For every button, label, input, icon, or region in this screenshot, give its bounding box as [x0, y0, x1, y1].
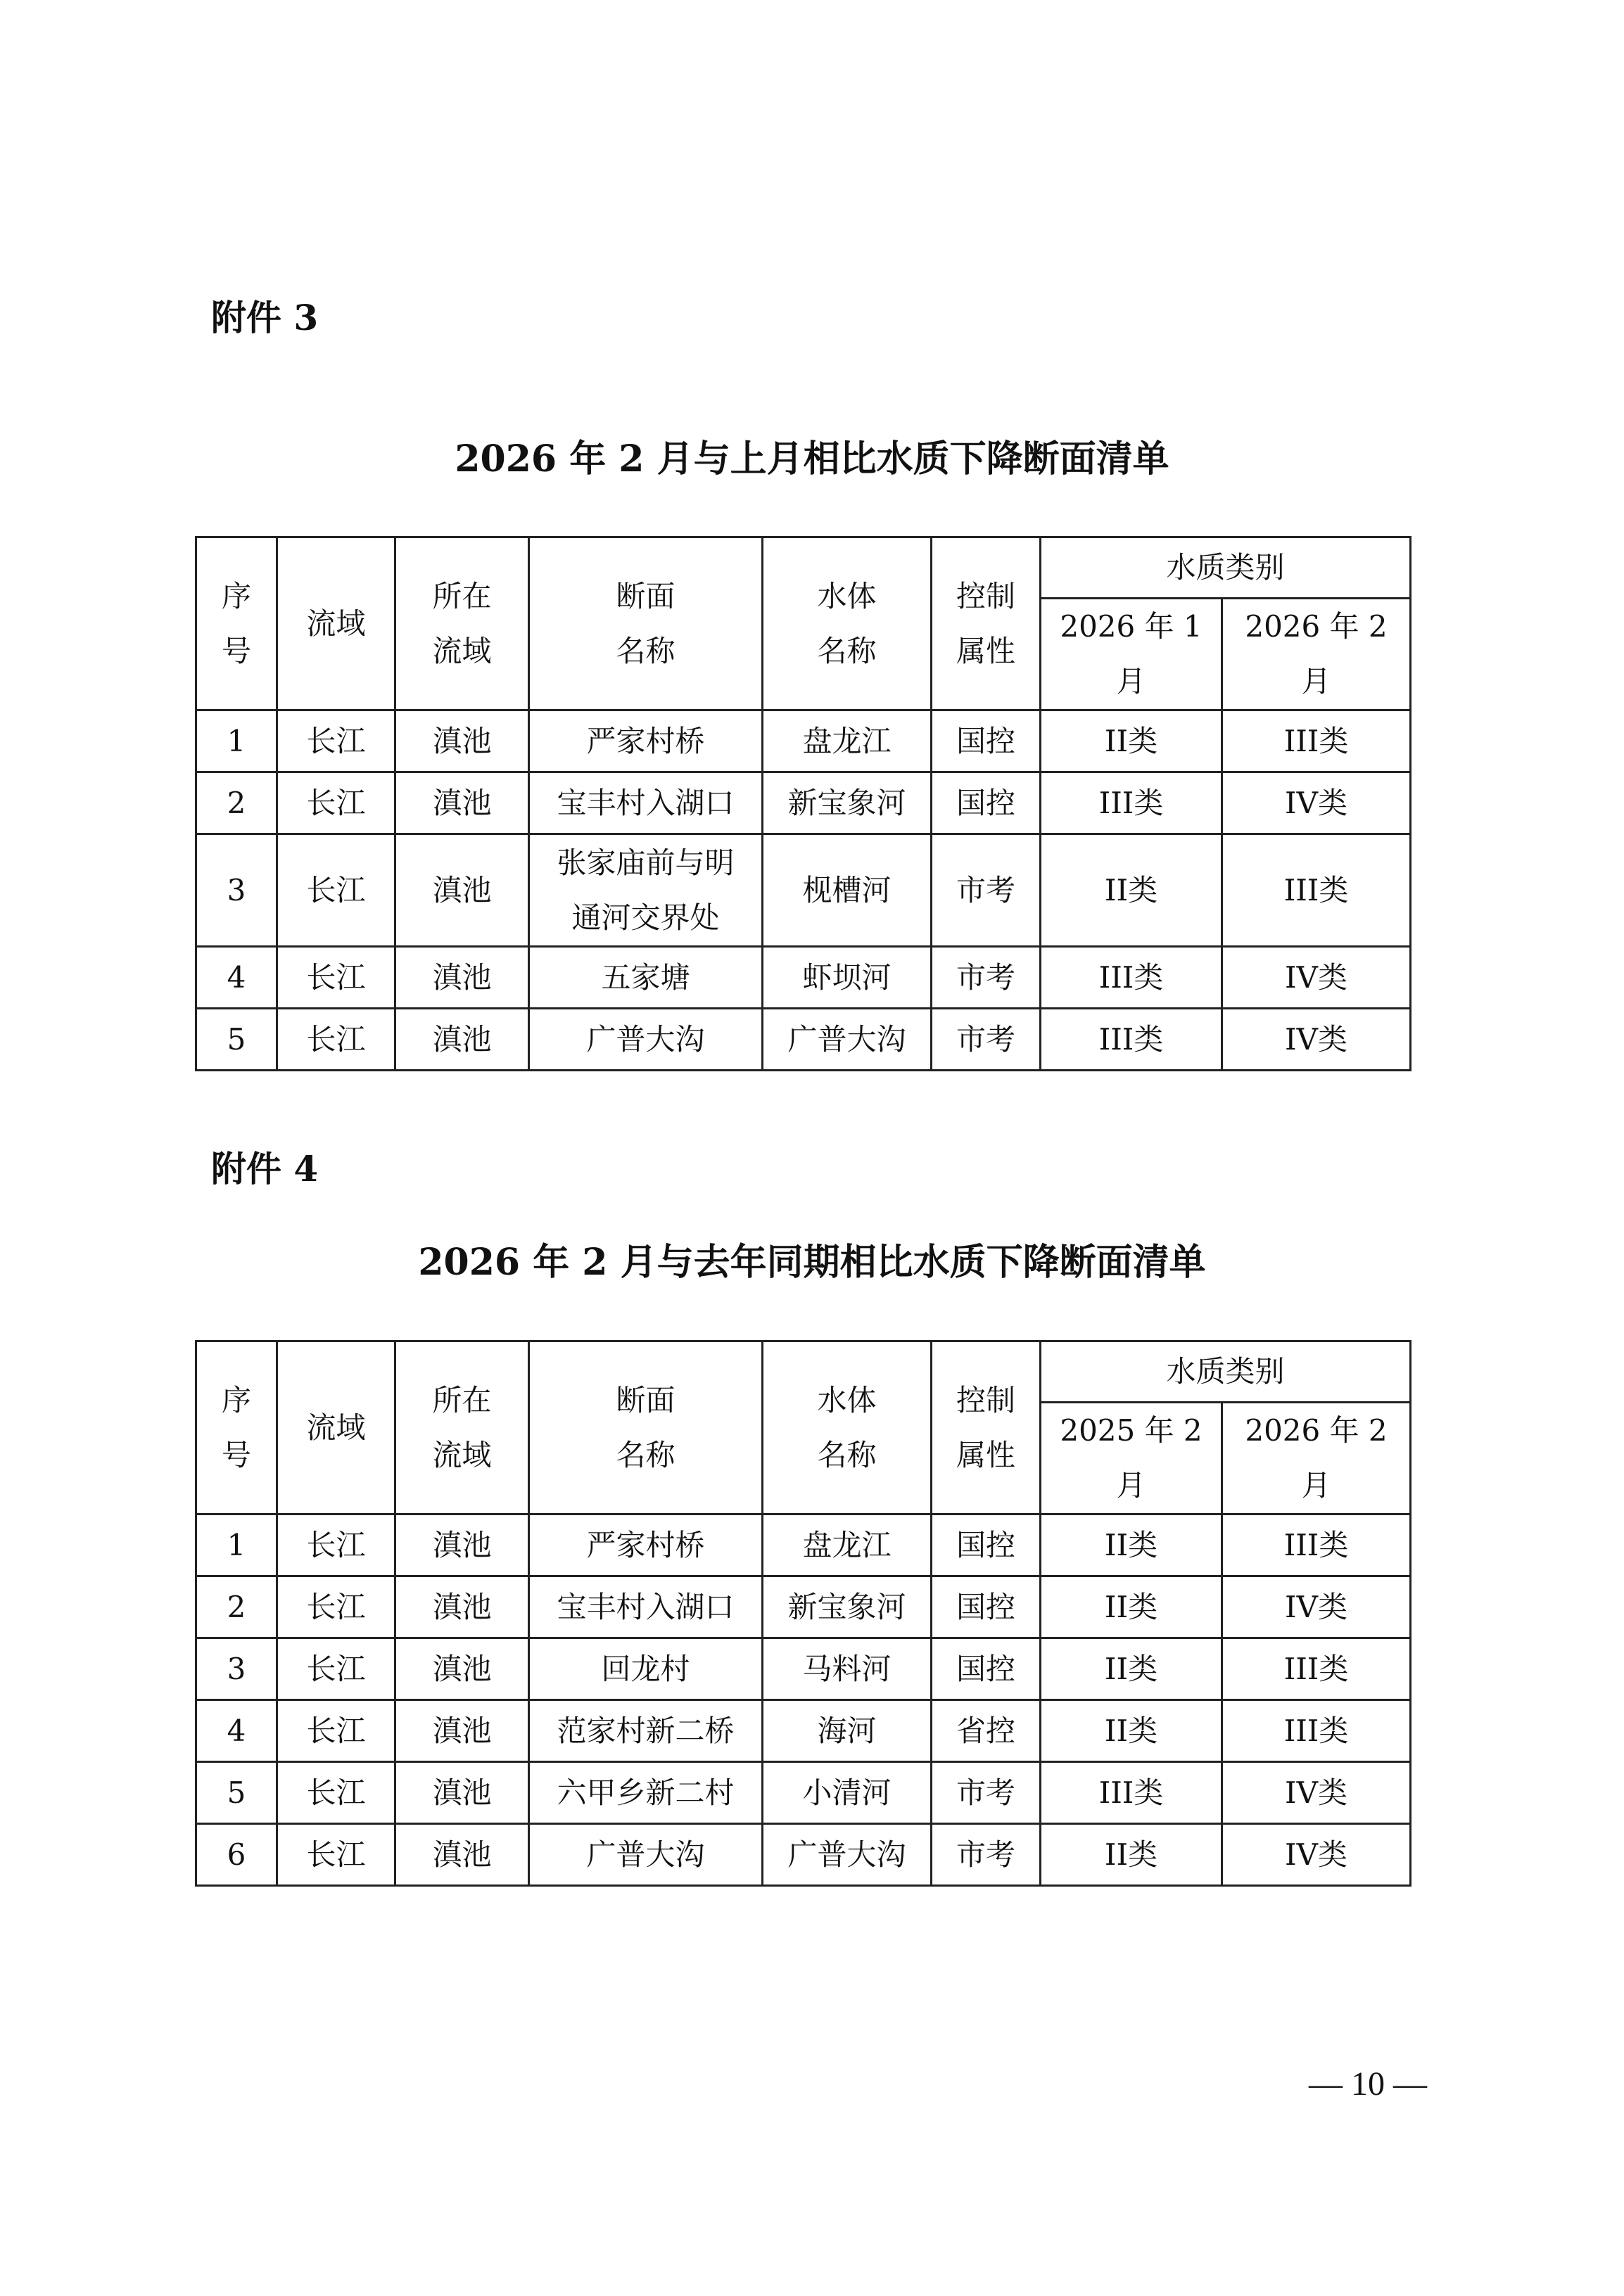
header-water-body: 水体 名称 — [763, 1341, 932, 1514]
cell-basin: 长江 — [277, 947, 395, 1009]
attachment-3-label: 附件 3 — [211, 297, 319, 338]
cell-quality-1: III类 — [1041, 1762, 1222, 1824]
attachment-4-table — [195, 1340, 1412, 1887]
table-row — [196, 1824, 1411, 1886]
header-section-name: 断面 名称 — [529, 537, 763, 710]
cell-seq: 1 — [196, 710, 277, 772]
header-water-body: 水体 名称 — [763, 537, 932, 710]
header-period-2: 2026 年 2 月 — [1222, 599, 1411, 710]
cell-quality-2: IV类 — [1222, 772, 1411, 834]
cell-basin: 长江 — [277, 710, 395, 772]
cell-section: 广普大沟 — [529, 1009, 763, 1071]
cell-quality-1: III类 — [1041, 1009, 1222, 1071]
table-row — [196, 710, 1411, 772]
cell-water: 新宝象河 — [763, 772, 932, 834]
table-row — [196, 1762, 1411, 1824]
header-quality-group: 水质类别 — [1041, 537, 1411, 599]
table-row — [196, 947, 1411, 1009]
cell-quality-2: III类 — [1222, 1514, 1411, 1576]
cell-water: 新宝象河 — [763, 1576, 932, 1638]
cell-control: 国控 — [932, 710, 1041, 772]
cell-section: 张家庙前与明 通河交界处 — [529, 834, 763, 947]
cell-quality-1: III类 — [1041, 772, 1222, 834]
table-row — [196, 1638, 1411, 1700]
cell-sub-basin: 滇池 — [395, 710, 529, 772]
cell-quality-2: IV类 — [1222, 947, 1411, 1009]
header-basin: 流域 — [277, 1341, 395, 1514]
table-row — [196, 834, 1411, 947]
cell-water: 虾坝河 — [763, 947, 932, 1009]
table-row — [196, 1576, 1411, 1638]
cell-quality-2: IV类 — [1222, 1762, 1411, 1824]
attachment-3-title: 2026 年 2 月与上月相比水质下降断面清单 — [455, 438, 1169, 480]
cell-quality-1: II类 — [1041, 1514, 1222, 1576]
cell-control: 市考 — [932, 1762, 1041, 1824]
cell-section: 宝丰村入湖口 — [529, 772, 763, 834]
cell-sub-basin: 滇池 — [395, 772, 529, 834]
table-row — [196, 772, 1411, 834]
table-row — [196, 1700, 1411, 1762]
cell-basin: 长江 — [277, 1576, 395, 1638]
cell-basin: 长江 — [277, 834, 395, 947]
cell-seq: 3 — [196, 834, 277, 947]
cell-basin: 长江 — [277, 1824, 395, 1886]
cell-water: 马料河 — [763, 1638, 932, 1700]
cell-sub-basin: 滇池 — [395, 1762, 529, 1824]
cell-quality-2: IV类 — [1222, 1009, 1411, 1071]
cell-sub-basin: 滇池 — [395, 1700, 529, 1762]
cell-control: 市考 — [932, 947, 1041, 1009]
cell-quality-1: II类 — [1041, 710, 1222, 772]
cell-sub-basin: 滇池 — [395, 834, 529, 947]
cell-quality-2: IV类 — [1222, 1576, 1411, 1638]
cell-quality-1: II类 — [1041, 1576, 1222, 1638]
cell-basin: 长江 — [277, 1762, 395, 1824]
table-row — [196, 1009, 1411, 1071]
cell-control: 国控 — [932, 1638, 1041, 1700]
cell-section: 范家村新二桥 — [529, 1700, 763, 1762]
cell-control: 市考 — [932, 1009, 1041, 1071]
cell-quality-1: III类 — [1041, 947, 1222, 1009]
cell-basin: 长江 — [277, 772, 395, 834]
cell-water: 盘龙江 — [763, 710, 932, 772]
cell-sub-basin: 滇池 — [395, 1009, 529, 1071]
cell-seq: 4 — [196, 947, 277, 1009]
cell-seq: 6 — [196, 1824, 277, 1886]
cell-sub-basin: 滇池 — [395, 1638, 529, 1700]
cell-section: 宝丰村入湖口 — [529, 1576, 763, 1638]
cell-sub-basin: 滇池 — [395, 1824, 529, 1886]
cell-section: 严家村桥 — [529, 1514, 763, 1576]
cell-basin: 长江 — [277, 1638, 395, 1700]
header-period-1: 2025 年 2 月 — [1041, 1403, 1222, 1514]
cell-seq: 5 — [196, 1762, 277, 1824]
cell-basin: 长江 — [277, 1009, 395, 1071]
header-basin: 流域 — [277, 537, 395, 710]
cell-water: 广普大沟 — [763, 1009, 932, 1071]
cell-quality-1: II类 — [1041, 1824, 1222, 1886]
cell-seq: 2 — [196, 1576, 277, 1638]
cell-water: 广普大沟 — [763, 1824, 932, 1886]
cell-quality-2: III类 — [1222, 1638, 1411, 1700]
attachment-4-title: 2026 年 2 月与去年同期相比水质下降断面清单 — [418, 1241, 1206, 1284]
table-row — [196, 1514, 1411, 1576]
header-sub-basin: 所在 流域 — [395, 537, 529, 710]
header-quality-group: 水质类别 — [1041, 1341, 1411, 1403]
cell-control: 市考 — [932, 834, 1041, 947]
header-control: 控制 属性 — [932, 537, 1041, 710]
cell-basin: 长江 — [277, 1700, 395, 1762]
cell-seq: 4 — [196, 1700, 277, 1762]
cell-section: 广普大沟 — [529, 1824, 763, 1886]
header-period-2: 2026 年 2 月 — [1222, 1403, 1411, 1514]
cell-control: 省控 — [932, 1700, 1041, 1762]
cell-quality-1: II类 — [1041, 1700, 1222, 1762]
cell-quality-1: II类 — [1041, 834, 1222, 947]
cell-quality-2: IV类 — [1222, 1824, 1411, 1886]
cell-section: 回龙村 — [529, 1638, 763, 1700]
cell-quality-2: III类 — [1222, 834, 1411, 947]
header-seq: 序 号 — [196, 537, 277, 710]
page-number: — 10 — — [1309, 2065, 1427, 2103]
cell-seq: 1 — [196, 1514, 277, 1576]
cell-quality-1: II类 — [1041, 1638, 1222, 1700]
cell-control: 国控 — [932, 772, 1041, 834]
cell-quality-2: III类 — [1222, 710, 1411, 772]
cell-basin: 长江 — [277, 1514, 395, 1576]
header-section-name: 断面 名称 — [529, 1341, 763, 1514]
cell-sub-basin: 滇池 — [395, 947, 529, 1009]
cell-quality-2: III类 — [1222, 1700, 1411, 1762]
cell-section: 五家塘 — [529, 947, 763, 1009]
cell-water: 枧槽河 — [763, 834, 932, 947]
header-sub-basin: 所在 流域 — [395, 1341, 529, 1514]
attachment-3-table — [195, 536, 1412, 1071]
cell-control: 国控 — [932, 1514, 1041, 1576]
cell-sub-basin: 滇池 — [395, 1514, 529, 1576]
cell-seq: 3 — [196, 1638, 277, 1700]
cell-water: 盘龙江 — [763, 1514, 932, 1576]
cell-sub-basin: 滇池 — [395, 1576, 529, 1638]
cell-control: 国控 — [932, 1576, 1041, 1638]
cell-seq: 5 — [196, 1009, 277, 1071]
cell-water: 海河 — [763, 1700, 932, 1762]
cell-section: 严家村桥 — [529, 710, 763, 772]
cell-water: 小清河 — [763, 1762, 932, 1824]
attachment-4-label: 附件 4 — [211, 1148, 319, 1190]
cell-control: 市考 — [932, 1824, 1041, 1886]
header-period-1: 2026 年 1 月 — [1041, 599, 1222, 710]
header-control: 控制 属性 — [932, 1341, 1041, 1514]
cell-section: 六甲乡新二村 — [529, 1762, 763, 1824]
header-seq: 序 号 — [196, 1341, 277, 1514]
cell-seq: 2 — [196, 772, 277, 834]
